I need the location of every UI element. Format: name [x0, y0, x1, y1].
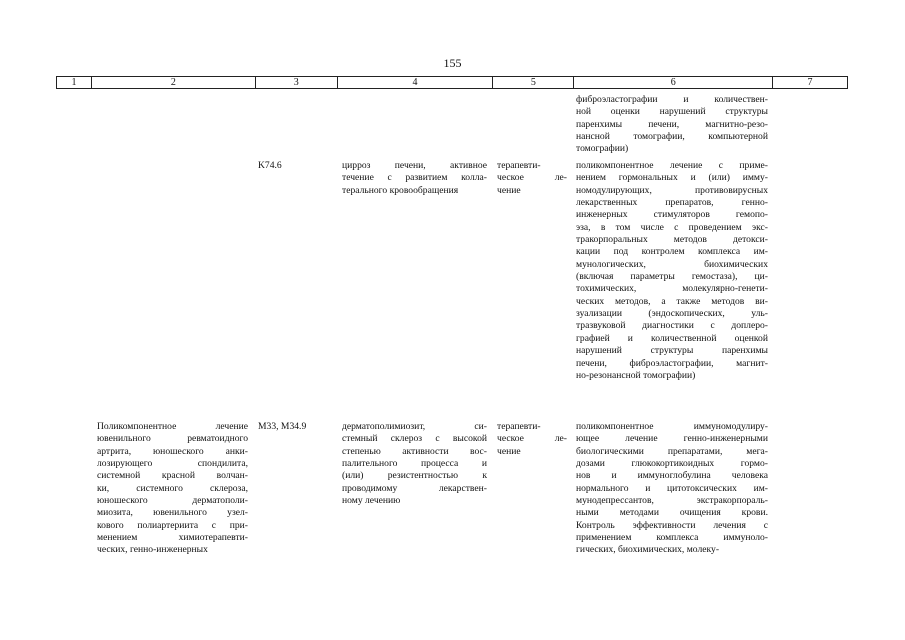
text-line: фиброэластографии и количествен- — [576, 94, 768, 105]
text-line: кового полиартериита с при- — [97, 519, 248, 531]
text-line: артрита, юношеского анки- — [97, 445, 248, 457]
text-line: ющее лечение генно-инженерными — [576, 433, 768, 445]
row-k746-treatment — [576, 160, 768, 382]
text-line: инженерных стимуляторов гемопо- — [576, 209, 768, 221]
header-col-7: 7 — [773, 77, 848, 88]
text-line: стемный склероз с высокой — [342, 433, 487, 445]
text-line: юношеского дерматополи- — [97, 495, 248, 507]
text-line: ными методами очищения крови. — [576, 507, 768, 519]
text-line: (включая параметры гемостаза), ци- — [576, 271, 768, 283]
text-line: зуализации (эндоскопических, уль- — [576, 308, 768, 320]
text-line: течение с развитием колла- — [342, 172, 487, 184]
text-line: Контроль эффективности лечения с — [576, 519, 768, 531]
row-k746-patient-model — [497, 160, 567, 197]
text-line: тохимических, молекулярно-генети- — [576, 283, 768, 295]
text-line: нением гормональных и (или) имму- — [576, 172, 768, 184]
text-line: ческое ле- — [497, 172, 567, 184]
text-line: ческих методов, а также методов ви- — [576, 295, 768, 307]
text-line: проводимому лекарствен- — [342, 482, 487, 494]
text-line: цирроз печени, активное — [342, 160, 487, 171]
text-line: ческих, генно-инженерных — [97, 544, 208, 556]
text-line: тракорпоральных методов детокси- — [576, 234, 768, 246]
text-line: нарушений структуры паренхимы — [576, 345, 768, 357]
text-line: мунодепрессантов, экстракорпораль- — [576, 495, 768, 507]
text-line: чение — [497, 445, 521, 457]
text-line: чение — [497, 184, 521, 196]
header-col-2: 2 — [92, 77, 256, 88]
text-line: ки, системного склероза, — [97, 482, 248, 494]
text-line: нов и иммуноглобулина человека — [576, 470, 768, 482]
row-k746-diagnosis — [342, 160, 487, 197]
header-col-1: 1 — [57, 77, 92, 88]
text-line: системной красной волчан- — [97, 470, 248, 482]
text-line: ческое ле- — [497, 433, 567, 445]
row-m33-diagnosis — [342, 421, 487, 507]
text-line: поликомпонентное лечение с приме- — [576, 160, 768, 171]
text-line: (или) резистентностью к — [342, 470, 487, 482]
text-line: миозита, ювенильного узел- — [97, 507, 248, 519]
continued-treatment-text — [576, 94, 768, 156]
text-line: нансной томографии, компьютерной — [576, 131, 768, 143]
text-line: печени, фиброэластографии, магнит- — [576, 357, 768, 369]
page-number: 155 — [443, 56, 462, 70]
header-col-5: 5 — [493, 77, 574, 88]
text-line: эза, в том числе с проведением экс- — [576, 221, 768, 233]
text-line: палительного процесса и — [342, 458, 487, 470]
text-line: ному лечению — [342, 495, 401, 507]
row-m33-treatment — [576, 421, 768, 557]
text-line: лекарственных препаратов, генно- — [576, 197, 768, 209]
header-col-6: 6 — [574, 77, 773, 88]
row-m33-code: M33, M34.9 — [258, 421, 307, 432]
text-line: терального кровообращения — [342, 184, 459, 196]
text-line: менением химиотерапевти- — [97, 532, 248, 544]
table-header-row — [56, 76, 848, 89]
text-line: ювенильного ревматоидного — [97, 433, 248, 445]
text-line: графией и количественной оценкой — [576, 332, 768, 344]
row-k746-code: K74.6 — [258, 160, 282, 171]
text-line: дозами глюкокортикоидных гормо- — [576, 458, 768, 470]
text-line: номодулирующих, противовирусных — [576, 184, 768, 196]
text-line: кации под контролем комплекса им- — [576, 246, 768, 258]
header-col-3: 3 — [256, 77, 338, 88]
text-line: биологическими препаратами, мега- — [576, 445, 768, 457]
header-col-4: 4 — [338, 77, 494, 88]
text-line: дерматополимиозит, си- — [342, 421, 487, 432]
text-line: мунологических, биохимических — [576, 258, 768, 270]
text-line: Поликомпонентное лечение — [97, 421, 248, 432]
text-line: поликомпонентное иммуномодулиру- — [576, 421, 768, 432]
text-line: применением комплекса иммуноло- — [576, 532, 768, 544]
text-line: степенью активности вос- — [342, 445, 487, 457]
text-line: нормального и цитотоксических им- — [576, 482, 768, 494]
text-line: гических, биохимических, молеку- — [576, 544, 720, 556]
text-line: но-резонансной томографии) — [576, 369, 696, 381]
text-line: терапевти- — [497, 421, 541, 432]
row-m33-name — [97, 421, 248, 557]
row-m33-patient-model — [497, 421, 567, 458]
text-line: паренхимы печени, магнитно-резо- — [576, 118, 768, 130]
text-line: ной оценки нарушений структуры — [576, 106, 768, 118]
text-line: тразвуковой диагностики с доплеро- — [576, 320, 768, 332]
text-line: терапевти- — [497, 160, 541, 171]
text-line: томографии) — [576, 143, 629, 155]
text-line: лозирующего спондилита, — [97, 458, 248, 470]
